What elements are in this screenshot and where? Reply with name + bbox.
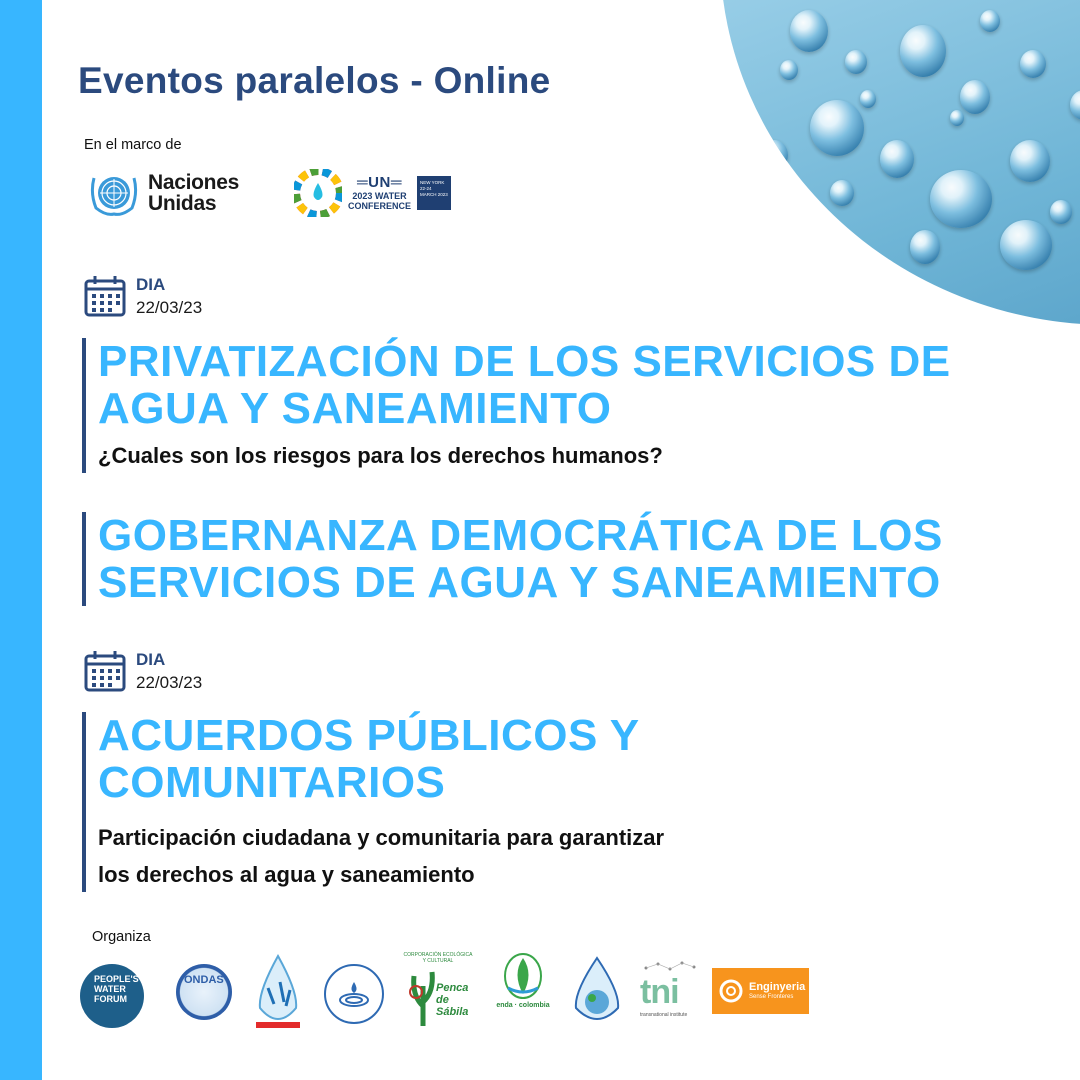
date-block-1: [84, 275, 202, 319]
organizer-logos: [80, 950, 820, 1040]
water-drops-image: [720, 0, 1080, 325]
esf-ring-icon: [718, 978, 744, 1004]
organizers-label: Organiza: [92, 929, 151, 945]
red-vida-logo: [250, 952, 306, 1032]
framework-label: En el marco de: [84, 137, 182, 153]
ondas-text: ONDAS: [184, 974, 224, 986]
event-privatizacion: [82, 338, 951, 473]
enda-emblem-icon: [502, 950, 544, 1000]
conference-line1: 2023 WATER: [352, 191, 407, 201]
un-name-line1: Naciones: [148, 171, 239, 194]
enda-text: enda · colombia: [496, 1002, 550, 1009]
peoples-water-forum-logo: [80, 964, 144, 1028]
date-value: 22/03/23: [136, 298, 203, 317]
water-spiral-icon: [338, 980, 370, 1010]
aloe-plant-icon: [408, 966, 438, 1026]
un-name-line2: Unidas: [148, 192, 217, 215]
united-nations-logo: [88, 170, 239, 216]
calendar-icon: [84, 275, 126, 317]
event-subtitle-line2: los derechos al agua y saneamiento: [98, 862, 475, 887]
event-gobernanza: [82, 512, 943, 606]
un-water-conference-logo: [294, 169, 451, 217]
page-title: Eventos paralelos - Online: [78, 60, 551, 101]
event-title-line2: COMUNITARIOS: [98, 758, 446, 807]
conference-line2: CONFERENCE: [348, 201, 412, 211]
enda-colombia-logo: [490, 950, 556, 1034]
esf-subtitle: Sense Fronteres: [749, 994, 794, 1000]
date-value: 22/03/23: [136, 673, 203, 692]
pwf-text: PEOPLE'S WATER FORUM: [94, 974, 139, 1004]
calendar-icon: [84, 650, 126, 692]
tni-text: tni: [640, 973, 679, 1011]
event-title-line2: SERVICIOS DE AGUA Y SANEAMIENTO: [98, 558, 941, 607]
conference-date-box: NEW YORK 22-24 MARCH 2023: [417, 176, 451, 210]
penca-de-sabila-logo: [402, 952, 474, 1032]
left-accent-bar: [0, 0, 42, 1080]
event-title-line1: GOBERNANZA DEMOCRÁTICA DE LOS: [98, 511, 943, 560]
date-label: DIA: [136, 650, 166, 669]
date-label: DIA: [136, 275, 166, 294]
tni-network-icon: [640, 960, 700, 974]
tni-logo: [638, 960, 702, 1026]
penca-top-text: CORPORACIÓN ECOLÓGICA Y CULTURAL: [403, 952, 473, 964]
event-subtitle-line1: Participación ciudadana y comunitaria para garantizar: [98, 825, 665, 850]
un-emblem-icon: [88, 170, 140, 216]
event-subtitle: ¿Cuales son los riesgos para los derechos humanos?: [98, 443, 663, 468]
event-acuerdos: [82, 712, 664, 892]
water-circle-logo: [324, 964, 384, 1024]
conference-un-mark: ═UN═: [357, 174, 402, 191]
event-title-line2: AGUA Y SANEAMIENTO: [98, 384, 612, 433]
esf-name: Enginyeria: [749, 981, 806, 993]
sdg-wheel-icon: [294, 169, 342, 217]
penca-name: Penca de Sábila: [436, 982, 469, 1018]
ondas-logo: [176, 964, 232, 1020]
enginyeria-sense-fronteres-logo: [712, 968, 809, 1014]
tni-subtext: transnational institute: [640, 1012, 688, 1018]
date-block-2: [84, 650, 202, 694]
water-drop-network-logo: [568, 954, 626, 1030]
event-title-line1: PRIVATIZACIÓN DE LOS SERVICIOS DE: [98, 337, 951, 386]
event-title-line1: ACUERDOS PÚBLICOS Y: [98, 711, 640, 760]
